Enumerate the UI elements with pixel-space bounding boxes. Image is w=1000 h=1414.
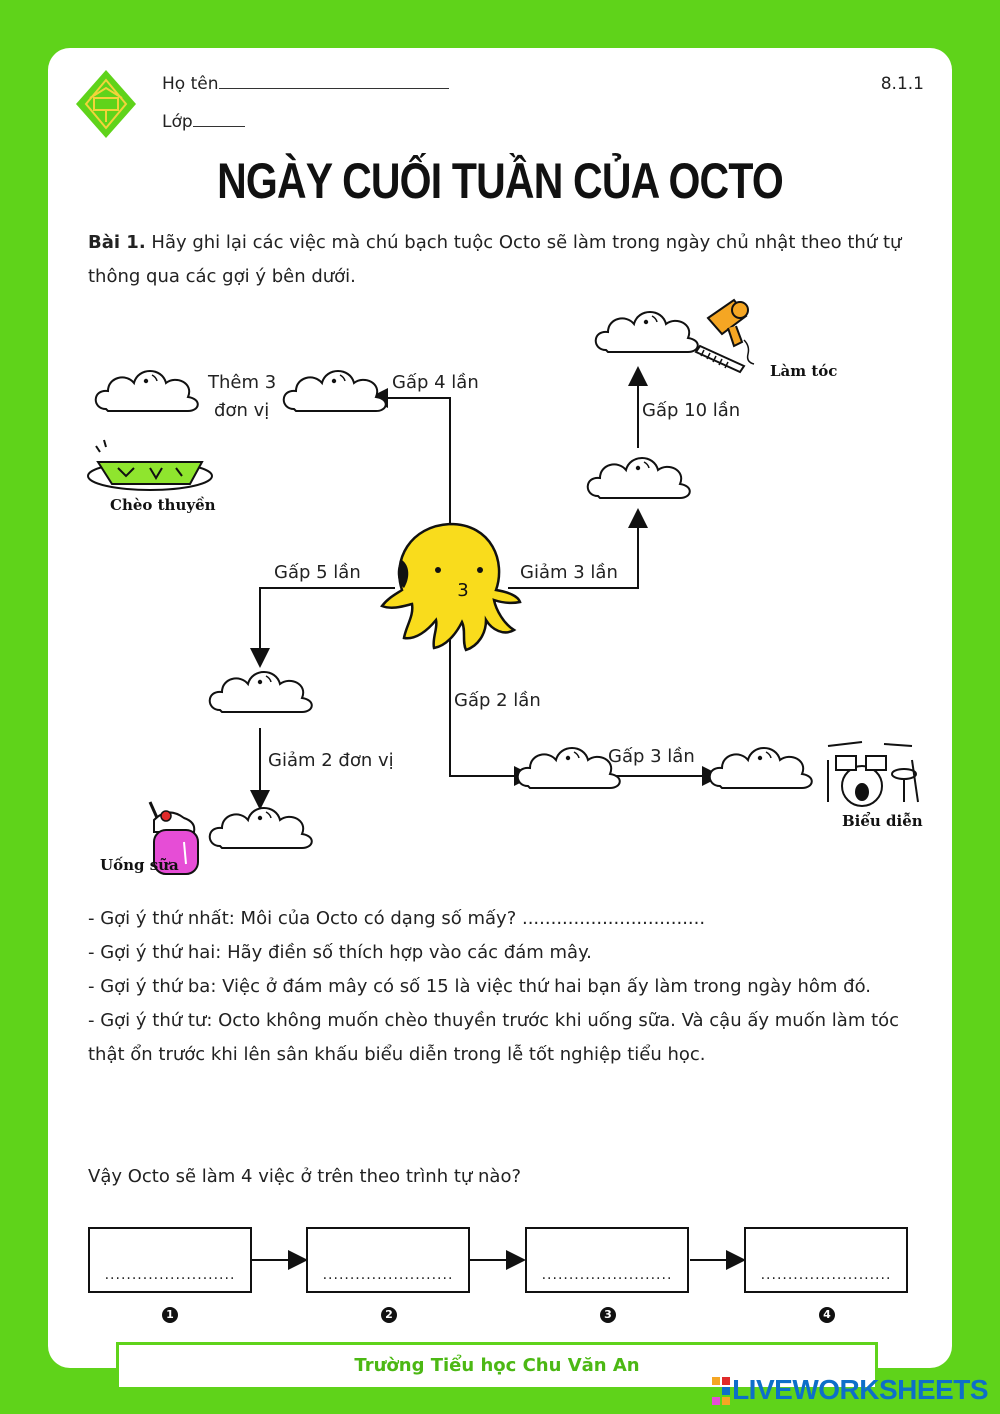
exercise-text: Hãy ghi lại các việc mà chú bạch tuộc Octo sẽ làm trong ngày chủ nhật theo thứ tự thông qua các gợi ý bên dưới. <box>88 232 902 287</box>
answer-box-dots: ........................ <box>104 1267 236 1283</box>
hint-2: - Gợi ý thứ hai: Hãy điền số thích hợp vào các đám mây. <box>88 942 592 963</box>
hint-1: - Gợi ý thứ nhất: Môi của Octo có dạng số mấy? ................................ <box>88 908 706 929</box>
caption-milk: Uống sữa <box>100 856 179 874</box>
answer-box-2[interactable] <box>306 1227 470 1293</box>
caption-boat: Chèo thuyền <box>110 496 216 514</box>
caption-perform: Biểu diễn <box>842 812 923 830</box>
label-left-add-2: đơn vị <box>214 400 270 421</box>
answer-box-dots: ........................ <box>322 1267 454 1283</box>
label-up-left: Gấp 4 lần <box>392 372 479 393</box>
answer-box-dots: ........................ <box>541 1267 673 1283</box>
page-title: NGÀY CUỐI TUẦN CỦA OCTO <box>217 153 783 209</box>
step-number-1: 1 <box>162 1307 178 1323</box>
class-label: Lớp <box>162 112 193 132</box>
hint-3: - Gợi ý thứ ba: Việc ở đám mây có số 15 là việc thứ hai bạn ấy làm trong ngày hôm đó. <box>88 976 871 997</box>
school-footer: Trường Tiểu học Chu Văn An <box>116 1342 878 1390</box>
label-down-sub: Giảm 2 đơn vị <box>268 750 394 771</box>
label-bottom: Gấp 2 lần <box>454 690 541 711</box>
answer-box-dots: ........................ <box>760 1267 892 1283</box>
liveworksheets-brand[interactable] <box>712 1374 988 1407</box>
worksheet-code: 8.1.1 <box>880 74 924 94</box>
answer-box-3[interactable] <box>525 1227 689 1293</box>
answer-box-4[interactable] <box>744 1227 908 1293</box>
label-bottom-right: Gấp 3 lần <box>608 746 695 767</box>
step-number-4: 4 <box>819 1307 835 1323</box>
label-left-add: Thêm 3 <box>208 372 277 393</box>
step-number-3: 3 <box>600 1307 616 1323</box>
label-up-right: Gấp 10 lần <box>642 400 741 421</box>
answer-box-1[interactable] <box>88 1227 252 1293</box>
label-right-up: Giảm 3 lần <box>520 562 618 583</box>
label-left-down: Gấp 5 lần <box>274 562 361 583</box>
octopus-mouth-number: 3 <box>457 580 469 601</box>
liveworksheets-logo-icon <box>712 1377 730 1407</box>
exercise-label: Bài 1. <box>88 232 146 253</box>
name-label: Họ tên <box>162 74 219 94</box>
caption-hair: Làm tóc <box>770 362 838 380</box>
hint-4: - Gợi ý thứ tư: Octo không muốn chèo thuyền trước khi uống sữa. Và cậu ấy muốn làm tóc thật ổn trước khi lên sân khấu biểu diễn trong lễ tốt nghiệp tiểu học. <box>88 1010 900 1065</box>
step-number-2: 2 <box>381 1307 397 1323</box>
liveworksheets-text: LIVEWORKSHEETS <box>732 1374 988 1405</box>
question: Vậy Octo sẽ làm 4 việc ở trên theo trình tự nào? <box>88 1166 522 1187</box>
